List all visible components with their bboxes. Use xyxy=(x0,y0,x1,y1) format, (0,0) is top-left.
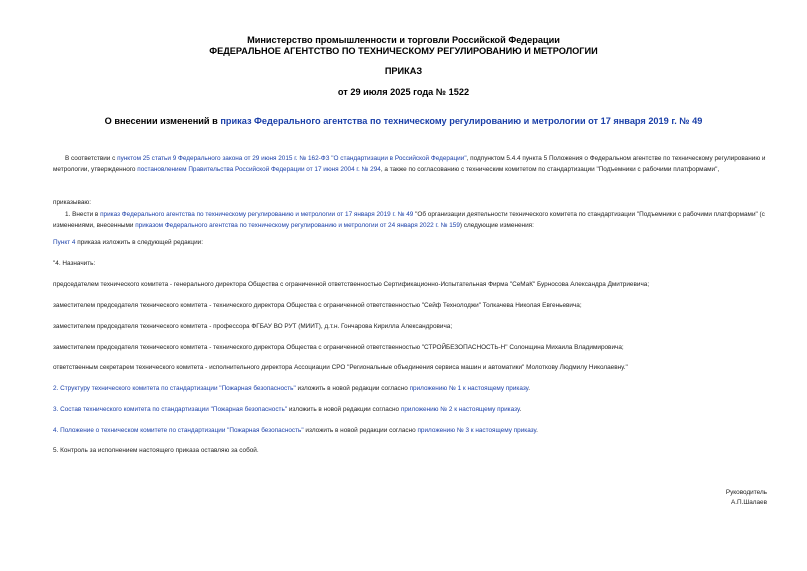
point-4-text: приказа изложить в следующей редакции: xyxy=(75,239,204,246)
item-4-text: изложить в новой редакции согласно xyxy=(303,427,418,434)
appointment-item: заместителем председателя технического комитета - технического директора Общества с ограниченной ответственностью "СТРОЙБЕЗОПАСНОСТЬ-Н" Солонщина Михаила Владимировича; xyxy=(53,344,624,351)
agency-name: ФЕДЕРАЛЬНОЕ АГЕНТСТВО ПО ТЕХНИЧЕСКОМУ РЕГУЛИРОВАНИЮ И МЕТРОЛОГИИ xyxy=(209,46,598,56)
structure-link[interactable]: Структуру технического комитета по стандартизации "Пожарная безопасность" xyxy=(60,385,296,392)
appointment-item: ответственным секретарем технического комитета - исполнительного директора Ассоциации СРО "Региональные объединения сервиса машин и автоматики" Молоткову Людмилу Николаевну." xyxy=(53,364,628,371)
item-3 xyxy=(53,405,771,416)
signer-name: А.П.Шалаев xyxy=(730,499,767,506)
item-2-end: . xyxy=(528,385,531,392)
quote-start: "4. Назначить: xyxy=(53,260,96,267)
item-4-num: 4. xyxy=(53,427,61,434)
order-word: приказываю: xyxy=(53,199,91,206)
appointment-item: председателем технического комитета - генерального директора Общества с ограниченной ответственностью Сертификационно-Испытательная Фирма "СеМаК" Бурносова Александра Дмитриевича; xyxy=(53,281,650,288)
preamble-text-2: , подпунктом 5.4.4 пункта 5 Положения о Федеральном агентстве по техническому регулированию и метрологии xyxy=(53,155,766,173)
decree-link[interactable]: постановлением Правительства Российской Федерации от 17 июня 2004 г. № 294 xyxy=(137,165,381,173)
doc-title-prefix: О внесении изменений в xyxy=(104,116,221,126)
order-159-link[interactable]: приказом Федерального агентства по техническому регулированию и метрологии от 24 января 2022 г. № 159 xyxy=(135,221,460,229)
preamble xyxy=(53,154,771,175)
appointment-item: заместителем председателя технического комитета - технического директора Общества с ограниченной ответственностью "Сейф Технолоджи" Толкачева Николая Евгеньевича; xyxy=(53,302,582,309)
preamble-text-4: , а также по согласованию с техническим комитетом по стандартизации "Подъемники с рабочими платформами", xyxy=(380,165,720,173)
item-2-num: 2. xyxy=(53,385,61,392)
law-link[interactable]: пунктом 25 статьи 9 Федерального закона от 29 июня 2015 г. № 162-ФЗ "О стандартизации в Российской Федерации" xyxy=(117,155,467,162)
item-3-end: . xyxy=(519,406,522,413)
appendix-1-link[interactable]: приложению № 1 к настоящему приказу xyxy=(409,385,529,392)
point-4-link[interactable]: Пункт 4 xyxy=(53,239,76,246)
doc-title xyxy=(0,116,807,126)
point-4-line xyxy=(53,238,771,249)
item-4-end: . xyxy=(536,427,538,434)
item-2 xyxy=(53,384,771,395)
item-2-text: изложить в новой редакции согласно xyxy=(295,385,410,392)
doc-date: от 29 июля 2025 года № 1522 xyxy=(337,87,470,97)
ministry-name: Министерство промышленности и торговли Российской Федерации xyxy=(247,35,560,45)
item-4 xyxy=(53,426,771,437)
appointment-item: заместителем председателя технического комитета - профессора ФГБАУ ВО РУТ (МИИТ), д.т.н. Гончарова Кирилла Александровича; xyxy=(53,323,453,330)
item-1-text-3: ) следующие изменения: xyxy=(459,221,534,229)
item-1 xyxy=(53,210,771,231)
item-5: 5. Контроль за исполнением настоящего приказа оставляю за собой. xyxy=(53,447,259,454)
item-3-num: 3. xyxy=(53,406,61,413)
preamble-text-3: , утвержденного xyxy=(87,165,138,173)
regulation-link[interactable]: Положение о техническом комитете по стандартизации "Пожарная безопасность" xyxy=(60,427,304,434)
item-3-text: изложить в новой редакции согласно xyxy=(287,406,401,413)
preamble-text-1: В соответствии с xyxy=(65,155,118,162)
order-49-link[interactable]: приказ Федерального агентства по техническому регулированию и метрологии от 17 января 2019 г. № 49 xyxy=(100,211,414,218)
item-1-text-2: "Об организации деятельности технического комитета по стандартизации "Подъемники с рабочими платформами" (с изменениями, внесенными xyxy=(53,211,765,229)
doc-title-link[interactable]: приказ Федерального агентства по техническому регулированию и метрологии от 17 января 2019 г. № 49 xyxy=(220,116,703,126)
item-1-text-1: 1. Внести в xyxy=(65,211,101,218)
doc-type: ПРИКАЗ xyxy=(384,66,423,76)
signature-block xyxy=(726,488,767,508)
signer-role: Руководитель xyxy=(725,489,767,496)
composition-link[interactable]: Состав технического комитета по стандартизации "Пожарная безопасность" xyxy=(60,406,288,413)
appendix-3-link[interactable]: приложению № 3 к настоящему приказу xyxy=(417,427,537,434)
appendix-2-link[interactable]: приложению № 2 к настоящему приказу xyxy=(400,406,520,413)
